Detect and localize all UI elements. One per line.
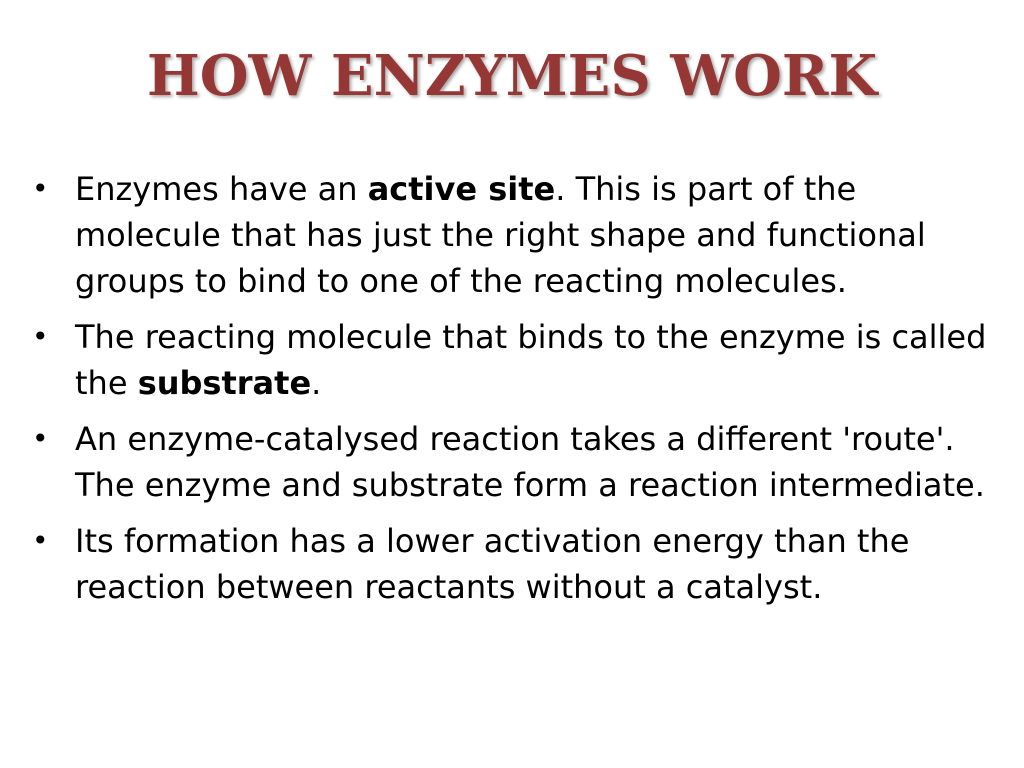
bullet-text: Its formation has a lower activation energy than the reaction between reactants without a catalyst. bbox=[75, 522, 910, 606]
bullet-text bbox=[75, 170, 926, 300]
bullet-text: An enzyme-catalysed reaction takes a different 'route'. The enzyme and substrate form a reaction intermediate. bbox=[75, 420, 985, 504]
bullet-icon: • bbox=[32, 422, 49, 455]
bullet-icon: • bbox=[32, 172, 49, 205]
bullet-item-3 bbox=[32, 416, 992, 508]
bullet-icon: • bbox=[32, 524, 49, 557]
bullet-item-2 bbox=[32, 314, 992, 406]
bullet-icon: • bbox=[32, 320, 49, 353]
bullet-text-plain: . This is part of the molecule that has just the right shape and functional groups to bind to one of the reacting molecules. bbox=[75, 170, 926, 300]
slide-title: HOW ENZYMES WORK bbox=[146, 43, 878, 109]
bullet-text-bold: active site bbox=[367, 170, 556, 208]
bullet-text-plain: The reacting molecule that binds to the enzyme is called the bbox=[75, 318, 987, 402]
bullet-text-plain: Enzymes have an bbox=[75, 170, 368, 208]
bullet-text-bold: substrate bbox=[137, 364, 312, 402]
bullet-list bbox=[32, 166, 992, 620]
bullet-item-1 bbox=[32, 166, 992, 304]
bullet-text-plain: . bbox=[311, 364, 322, 402]
bullet-text bbox=[75, 318, 986, 402]
bullet-item-4 bbox=[32, 518, 992, 610]
